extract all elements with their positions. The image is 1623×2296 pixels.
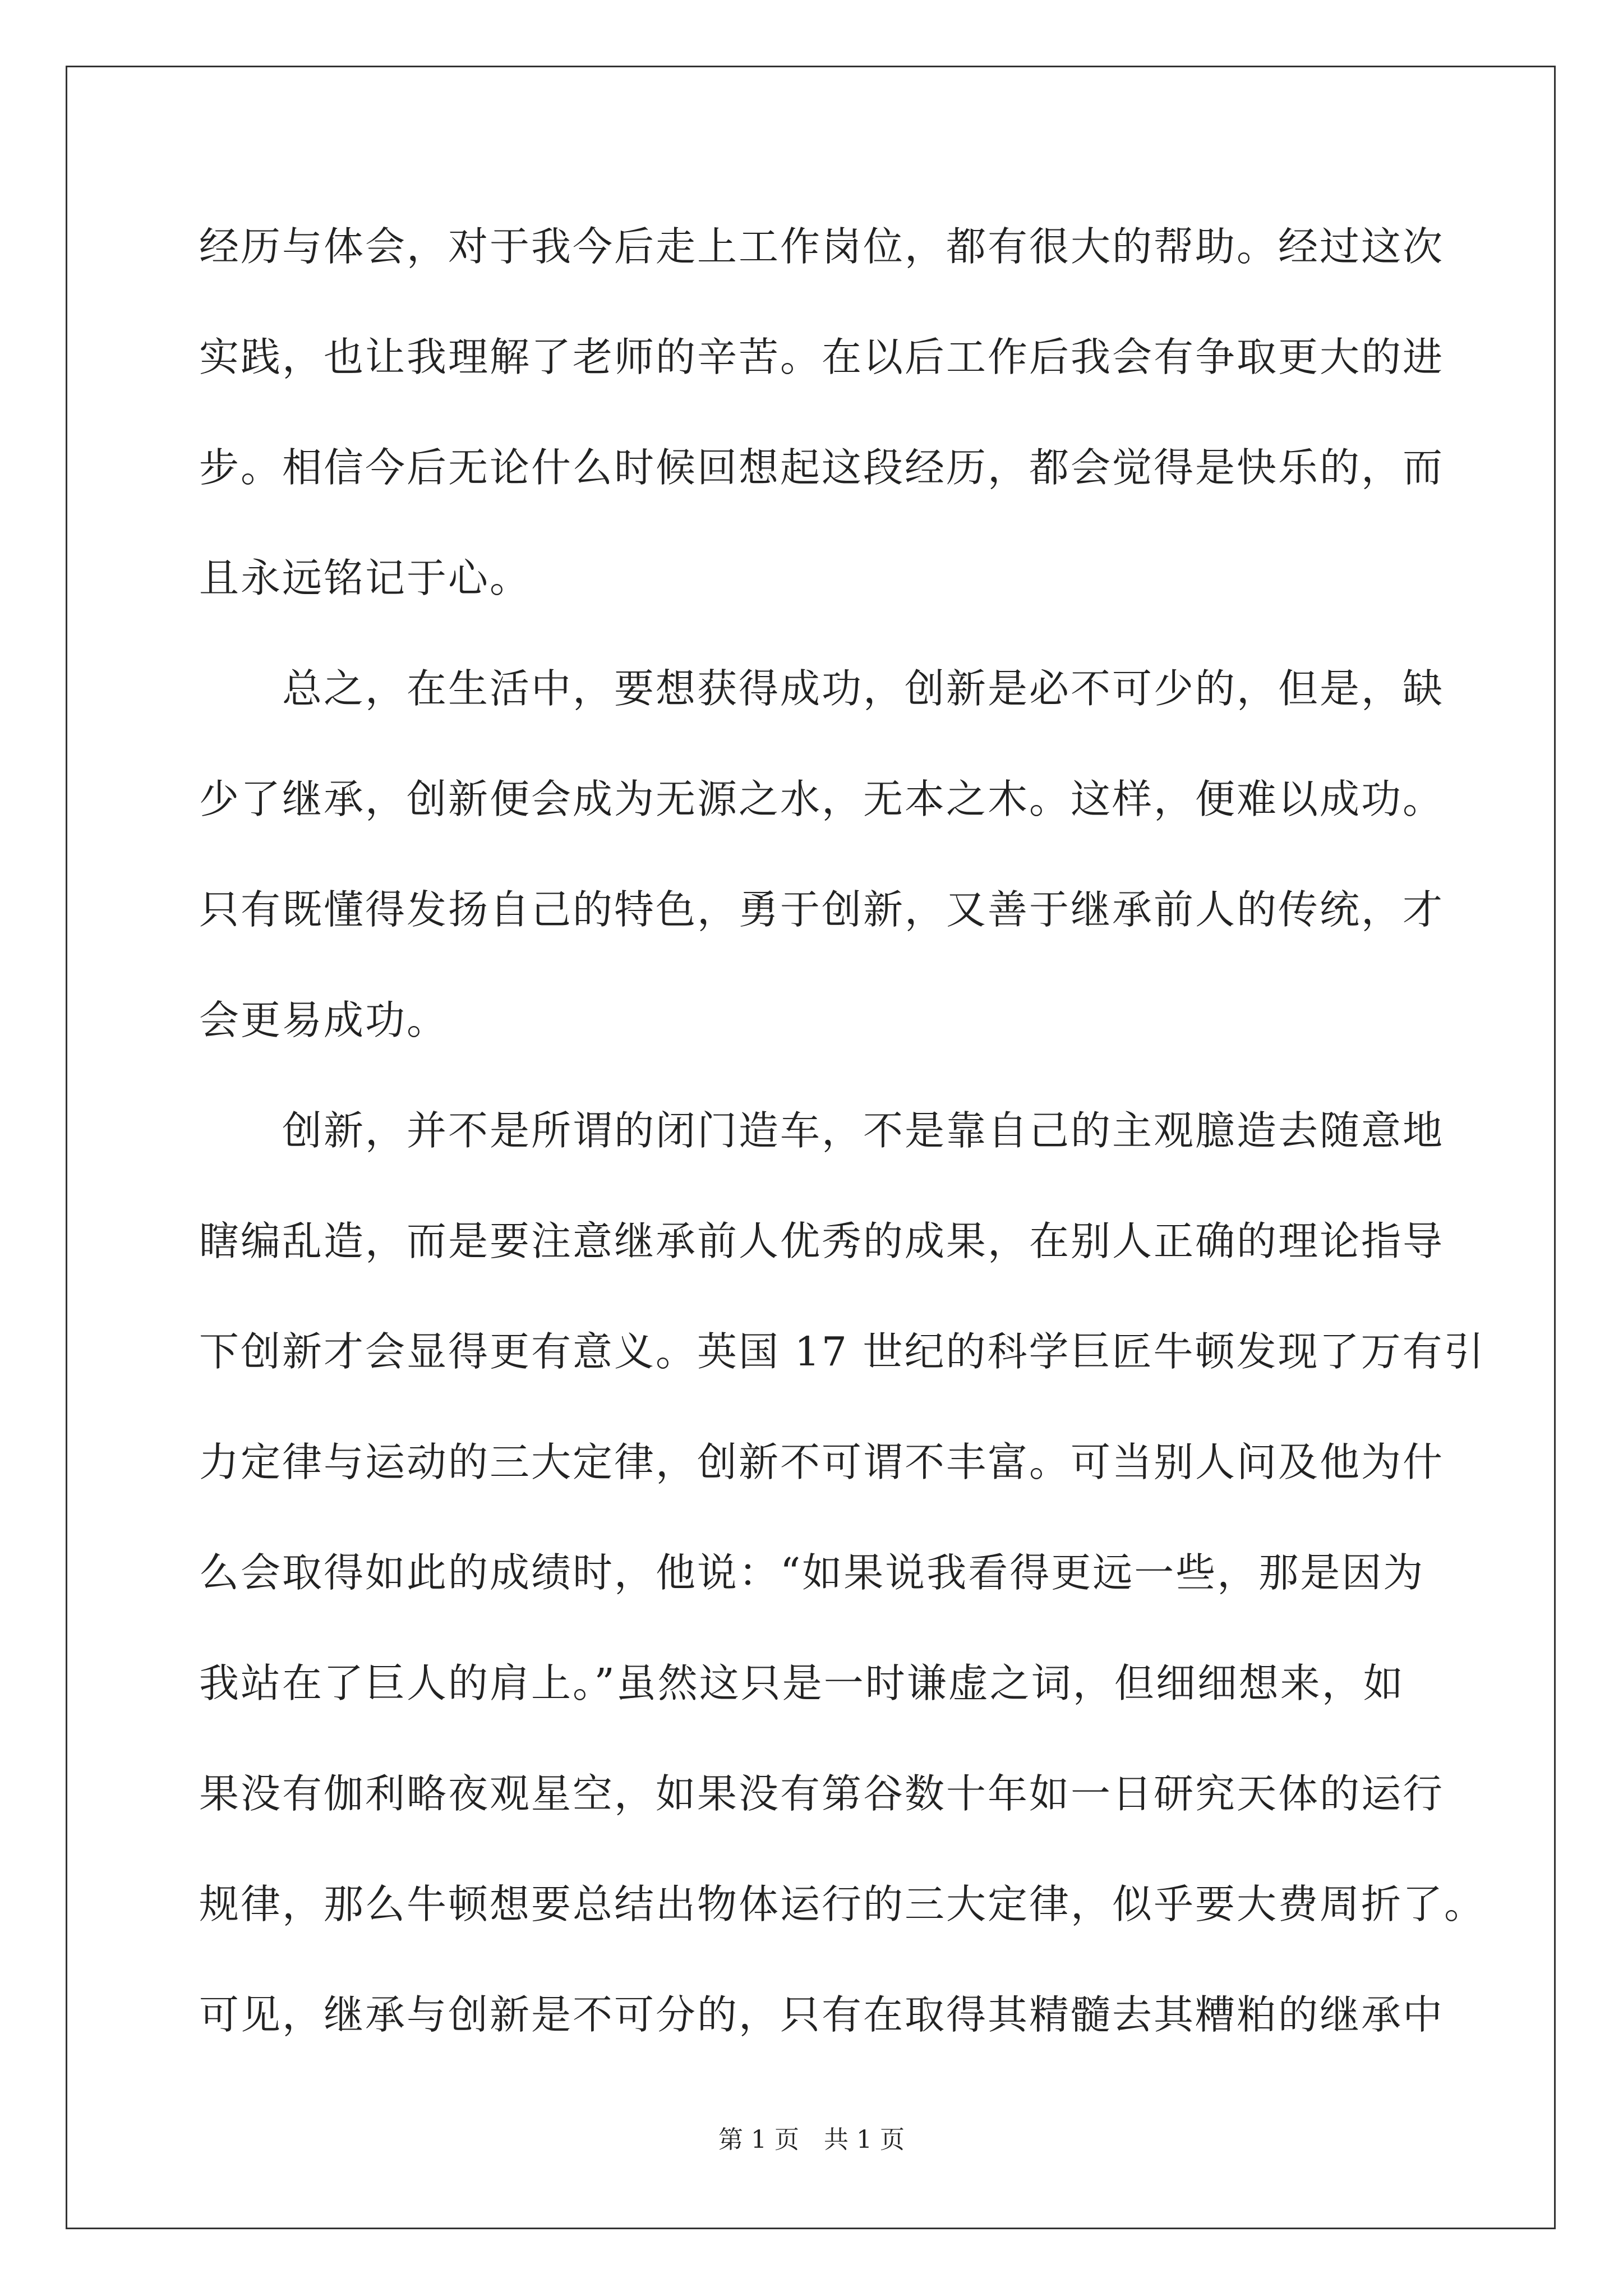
text-line: 力定律与运动的三大定律，创新不可谓不丰富。可当别人问及他为什 (199, 1439, 1445, 1485)
page-number-footer: 第 1 页 共 1 页 (718, 2125, 905, 2154)
text-line: 规律，那么牛顿想要总结出物体运行的三大定律，似乎要大费周折了。 (199, 1881, 1486, 1927)
text-line: 创新，并不是所谓的闭门造车，不是靠自己的主观臆造去随意地 (199, 1107, 1445, 1154)
text-line: 实践，也让我理解了老师的辛苦。在以后工作后我会有争取更大的进 (199, 334, 1445, 380)
text-line: 果没有伽利略夜观星空，如果没有第谷数十年如一日研究天体的运行 (199, 1770, 1445, 1817)
text-line: 下创新才会显得更有意义。英国 17 世纪的科学巨匠牛顿发现了万有引 (199, 1328, 1486, 1375)
text-line: 总之，在生活中，要想获得成功，创新是必不可少的，但是，缺 (199, 665, 1445, 712)
text-line: 我站在了巨人的肩上。”虽然这只是一时谦虚之词，但细细想来，如 (199, 1660, 1405, 1706)
text-line: 步。相信今后无论什么时候回想起这段经历，都会觉得是快乐的，而 (199, 444, 1445, 491)
text-line: 且永远铭记于心。 (199, 555, 532, 601)
text-line: 会更易成功。 (199, 997, 449, 1043)
text-line: 经历与体会，对于我今后走上工作岗位，都有很大的帮助。经过这次 (199, 223, 1445, 270)
text-line: 么会取得如此的成绩时，他说：“如果说我看得更远一些，那是因为 (199, 1549, 1425, 1596)
text-line: 少了继承，创新便会成为无源之水，无本之木。这样，便难以成功。 (199, 776, 1445, 822)
text-line: 瞎编乱造，而是要注意继承前人优秀的成果，在别人正确的理论指导 (199, 1218, 1445, 1264)
text-line: 只有既懂得发扬自己的特色，勇于创新，又善于继承前人的传统，才 (199, 886, 1445, 933)
text-line: 可见，继承与创新是不可分的，只有在取得其精髓去其糟粕的继承中 (199, 1991, 1445, 2038)
